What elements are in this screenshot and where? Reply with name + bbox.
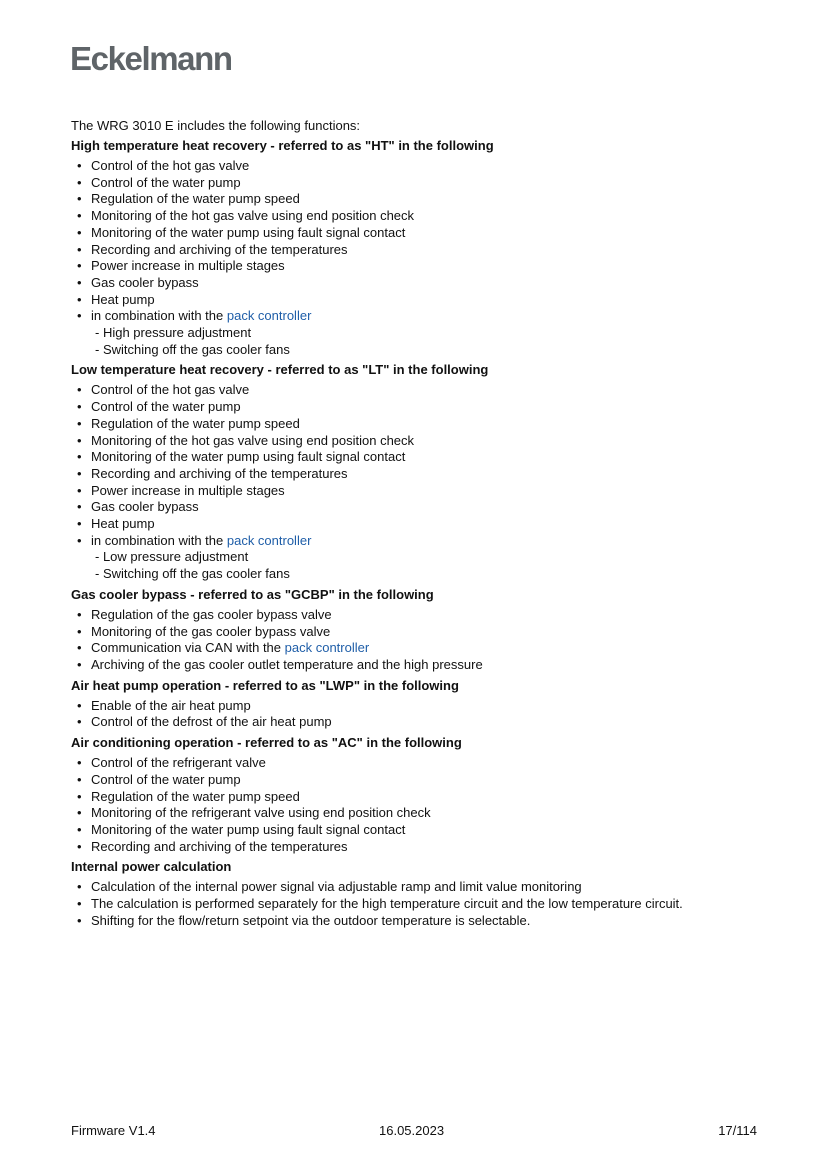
list-item: • Recording and archiving of the temperatures — [71, 839, 771, 856]
list-item: • Heat pump — [71, 516, 771, 533]
list-item: • Gas cooler bypass — [71, 499, 771, 516]
list-item: • Control of the water pump — [71, 772, 771, 789]
pack-controller-link[interactable]: pack controller — [226, 532, 312, 548]
list-item-text: in combination with the — [91, 308, 227, 324]
list-item-text: Communication via CAN with the — [91, 640, 285, 656]
list-item: • Control of the refrigerant valve — [71, 755, 771, 772]
section-4 — [71, 734, 771, 855]
section-title: Internal power calculation — [71, 859, 232, 875]
list-item: • Regulation of the water pump speed — [71, 191, 771, 208]
list-item: • Monitoring of the water pump using fault signal contact — [71, 822, 771, 839]
footer-page-number: 17/114 — [718, 1123, 757, 1138]
footer-firmware-version: Firmware V1.4 — [71, 1123, 156, 1138]
list-item: • Control of the hot gas valve — [71, 382, 771, 399]
bullet-list — [71, 607, 771, 674]
intro-text: The WRG 3010 E includes the following functions: — [71, 118, 361, 133]
section-title: High temperature heat recovery - referred to as "HT" in the following — [71, 138, 494, 153]
bullet-list — [71, 158, 771, 358]
list-item: • Monitoring of the hot gas valve using end position check — [71, 208, 771, 225]
function-sections — [71, 137, 771, 929]
list-item: • Calculation of the internal power signal via adjustable ramp and limit value monitoring — [71, 879, 771, 896]
list-item: • Gas cooler bypass — [71, 275, 771, 292]
list-item: • Regulation of the water pump speed — [71, 789, 771, 806]
list-item: • Control of the water pump — [71, 175, 771, 192]
list-item: • Monitoring of the water pump using fault signal contact — [71, 449, 771, 466]
list-item: • The calculation is performed separately for the high temperature circuit and the low temperature circuit. — [71, 896, 771, 913]
page-content — [71, 117, 771, 932]
list-item: • Heat pump — [71, 292, 771, 309]
list-item: • Regulation of the water pump speed — [71, 416, 771, 433]
list-item-text: in combination with the — [91, 532, 227, 548]
pack-controller-link[interactable]: pack controller — [226, 308, 312, 324]
section-title: Low temperature heat recovery - referred to as "LT" in the following — [71, 362, 489, 378]
page-footer — [71, 1122, 757, 1140]
section-2 — [71, 586, 771, 674]
bullet-list — [71, 755, 771, 855]
list-item: • Monitoring of the water pump using fault signal contact — [71, 225, 771, 242]
sub-item: - Switching off the gas cooler fans — [95, 566, 290, 582]
section-title: Gas cooler bypass - referred to as "GCBP" in the following — [71, 586, 434, 602]
list-item: • Control of the hot gas valve — [71, 158, 771, 175]
section-3 — [71, 677, 771, 731]
list-item: • Archiving of the gas cooler outlet temperature and the high pressure — [71, 657, 771, 674]
list-item: • Enable of the air heat pump — [71, 698, 771, 715]
sub-item: - Low pressure adjustment — [95, 549, 249, 565]
list-item: • Regulation of the gas cooler bypass valve — [71, 607, 771, 624]
bullet-list — [71, 879, 771, 929]
bullet-list — [71, 698, 771, 731]
list-item: • Shifting for the flow/return setpoint via the outdoor temperature is selectable. — [71, 913, 771, 930]
list-item: • Power increase in multiple stages — [71, 483, 771, 500]
sub-item: - Switching off the gas cooler fans — [95, 341, 290, 357]
list-item: • Power increase in multiple stages — [71, 258, 771, 275]
list-item: • Recording and archiving of the temperatures — [71, 466, 771, 483]
section-0 — [71, 137, 771, 358]
list-item: • Monitoring of the hot gas valve using end position check — [71, 433, 771, 450]
list-item-with-link — [71, 308, 771, 358]
section-5 — [71, 858, 771, 929]
list-item: • Monitoring of the refrigerant valve using end position check — [71, 805, 771, 822]
sub-item: - High pressure adjustment — [95, 325, 252, 341]
list-item: • Monitoring of the gas cooler bypass valve — [71, 624, 771, 641]
list-item-with-link — [71, 533, 771, 583]
section-title: Air heat pump operation - referred to as "LWP" in the following — [71, 677, 459, 693]
bullet-list — [71, 382, 771, 582]
list-item: • Control of the defrost of the air heat pump — [71, 714, 771, 731]
company-logo: Eckelmann — [70, 40, 232, 77]
list-item: • Recording and archiving of the temperatures — [71, 242, 771, 259]
list-item: • Control of the water pump — [71, 399, 771, 416]
footer-date: 16.05.2023 — [379, 1123, 445, 1138]
pack-controller-link[interactable]: pack controller — [284, 640, 370, 656]
list-item-with-link — [71, 640, 771, 657]
section-1 — [71, 361, 771, 582]
section-title: Air conditioning operation - referred to as "AC" in the following — [71, 735, 462, 751]
